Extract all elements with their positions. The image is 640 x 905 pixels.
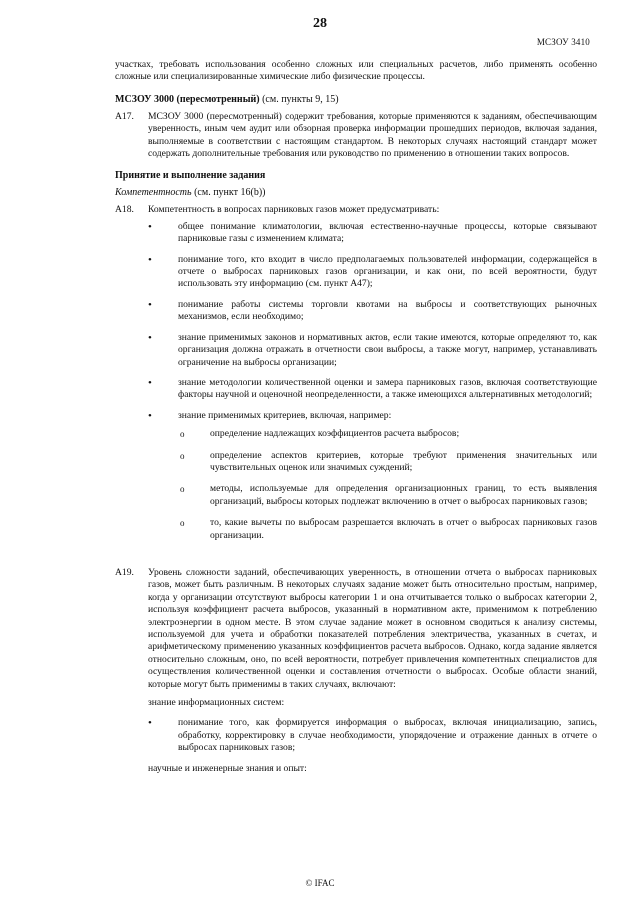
sub-list-item-text: определение надлежащих коэффициентов расчета выбросов; bbox=[210, 428, 460, 440]
bullet-dot-icon: • bbox=[148, 220, 152, 233]
bullet-dot-icon: • bbox=[148, 331, 152, 344]
list-item bbox=[148, 717, 597, 754]
list-item-text: знание методологии количественной оценки и замера парниковых газов, включая соответствующие факторы научной и оценочной неопределенности, а также имеющихся альтернативных методологий; bbox=[178, 376, 597, 401]
bullet-dot-icon: • bbox=[148, 409, 152, 422]
list-item-text: знание применимых законов и нормативных актов, если такие имеются, которые определяют то, как организация должна отражать в отчетности свои выбросы, а также могут, например, устанавливать ограничение на выбросы организации; bbox=[178, 331, 597, 368]
paragraph-number: A17. bbox=[115, 110, 134, 122]
page-body bbox=[115, 59, 597, 791]
sub-list-item bbox=[178, 428, 597, 440]
list-item bbox=[148, 221, 597, 246]
paragraph-a17 bbox=[115, 111, 597, 161]
list-item-text: понимание того, как формируется информация о выбросах, включая инициализацию, запись, обработку, корректировку в случае необходимости, упорядочение и отражение данных в отчете о выбросах парниковых газов; bbox=[178, 717, 597, 754]
paragraph-text: Уровень сложности заданий, обеспечивающих уверенность, в отношении отчета о выбросах парниковых газов, может быть различным. В некоторых случаях задание может быть относительно простым, например, когда у организации отсутствуют выбросы категории 1 и она отчитывается только о выбросах категории 2, используя коэффициент расчета выбросов, указанный в нормативном акте, применимом к потреблению электроэнергии в одном месте. В этом случае задание может в основном сводиться к анализу системы, используемой для учета и обработки показателей потребления электричества, указанных в счетах, и арифметическому применению указанных коэффициентов расчета выбросов. Однако, когда задание является относительно сложным, оно, по всей вероятности, потребует привлечения компетентных специалистов для осуществления количественной оценки и составления отчетности о выбросах. Особые области знаний, которые могут быть применимы в таких случаях, включают: bbox=[148, 566, 597, 690]
bullet-dot-icon: • bbox=[148, 298, 152, 311]
sub-list-item-text: методы, используемые для определения организационных границ, то есть выявления организаций, выбросы которых подлежат включению в отчет о выбросах парниковых газов; bbox=[210, 483, 597, 507]
paragraph-a19 bbox=[115, 567, 597, 783]
subheading-competence bbox=[115, 187, 597, 198]
list-item bbox=[148, 377, 597, 402]
section-heading-acceptance: Принятие и выполнение задания bbox=[115, 170, 266, 182]
footer-copyright: © IFAC bbox=[305, 878, 335, 888]
document-code: МСЗОУ 3410 bbox=[536, 37, 590, 47]
paragraph-number: A19. bbox=[115, 566, 134, 578]
hollow-circle-bullet-icon: o bbox=[180, 484, 185, 495]
knowledge-bullet-list bbox=[148, 717, 597, 754]
bullet-dot-icon: • bbox=[148, 253, 152, 266]
paragraph-text: МСЗОУ 3000 (пересмотренный) содержит требования, которые применяются к заданиям, обеспечивающим уверенность, иным чем аудит или обзорная проверка информации прошедших периодов, включая задания, выполняемые в соответствии с настоящим стандартом. В некоторых случаях настоящий стандарт может содержать дополнительные требования или руководство по применению в отношении таких вопросов. bbox=[148, 110, 597, 160]
list-item-text: знание применимых критериев, включая, например: bbox=[178, 409, 392, 421]
sub-list-item bbox=[178, 483, 597, 508]
section-heading-isae-3000 bbox=[115, 94, 597, 105]
list-item-text: понимание того, кто входит в число предполагаемых пользователей информации, содержащейся в отчете о выбросах парниковых газов организации, и как они, по всей вероятности, будут использовать эту информацию (см. пункт А47); bbox=[178, 253, 597, 290]
list-item-text: общее понимание климатологии, включая естественно-научные процессы, которые связывают парниковые газы с изменением климата; bbox=[178, 220, 597, 245]
list-item-text: понимание работы системы торговли квотами на выбросы и соответствующих рыночных механизмов, если необходимо; bbox=[178, 298, 597, 323]
paragraph-number: A18. bbox=[115, 204, 134, 216]
bullet-dot-icon: • bbox=[148, 717, 152, 730]
list-item bbox=[148, 254, 597, 291]
bullet-dot-icon: • bbox=[148, 376, 152, 389]
sub-list-item-text: определение аспектов критериев, которые требуют применения значительных или чувствительных оценок или значимых суждений; bbox=[210, 449, 597, 473]
hollow-circle-bullet-icon: o bbox=[180, 518, 185, 529]
list-item bbox=[148, 410, 597, 551]
science-label: научные и инженерные знания и опыт: bbox=[148, 762, 307, 774]
list-item bbox=[148, 332, 597, 369]
sub-list-item bbox=[178, 517, 597, 542]
competence-bullet-list bbox=[148, 221, 597, 551]
section-heading-isae-3000-ref: (см. пункты 9, 15) bbox=[259, 93, 339, 105]
knowledge-label: знание информационных систем: bbox=[148, 697, 285, 709]
subheading-competence-ref: (см. пункт 16(b)) bbox=[191, 187, 266, 199]
criteria-sub-list bbox=[178, 428, 597, 542]
subheading-competence-title: Компетентность bbox=[115, 187, 192, 199]
section-heading-isae-3000-title: МСЗОУ 3000 (пересмотренный) bbox=[115, 93, 260, 105]
hollow-circle-bullet-icon: o bbox=[180, 450, 185, 461]
hollow-circle-bullet-icon: o bbox=[180, 429, 185, 440]
intro-paragraph: участках, требовать использования особенно сложных или специальных расчетов, либо применять особенно сложные или специализированные химические либо физические процессы. bbox=[115, 59, 597, 83]
sub-list-item bbox=[178, 450, 597, 475]
list-item bbox=[148, 299, 597, 324]
paragraph-lead: Компетентность в вопросах парниковых газов может предусматривать: bbox=[148, 204, 440, 216]
page-number: 28 bbox=[313, 16, 327, 31]
sub-list-item-text: то, какие вычеты по выбросам разрешается включать в отчет о выбросах парниковых газов организации. bbox=[210, 517, 597, 541]
paragraph-a18 bbox=[115, 204, 597, 559]
